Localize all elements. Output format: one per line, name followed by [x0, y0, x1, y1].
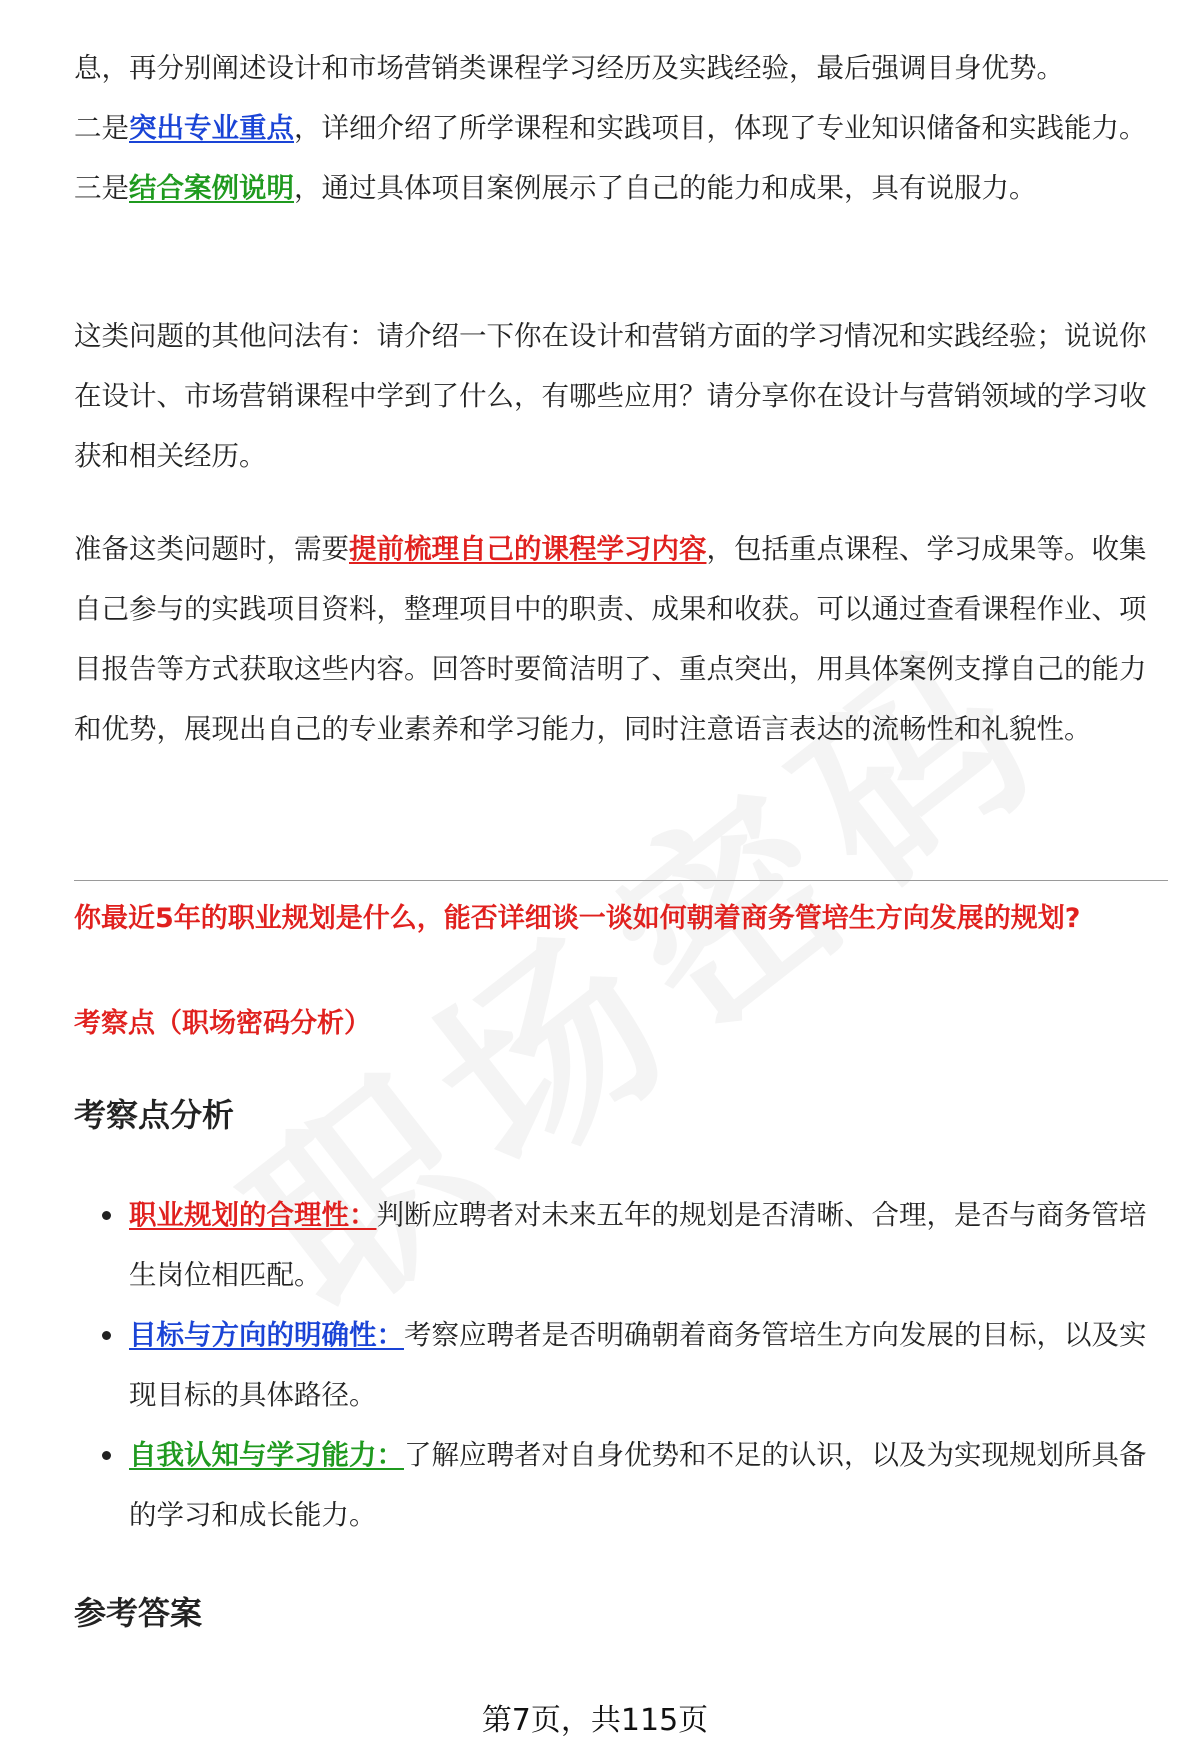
bullet-icon [102, 1451, 111, 1460]
section-title-analysis: 考察点分析 [74, 1096, 235, 1134]
section-title-answer: 参考答案 [74, 1594, 203, 1632]
point-label[interactable]: 自我认知与学习能力： [129, 1439, 404, 1471]
paragraph-text: 二是 [74, 112, 129, 144]
paragraph-text: ，通过具体项目案例展示了自己的能力和成果，具有说服力。 [294, 172, 1037, 204]
analysis-list [74, 1185, 1168, 1545]
point-label[interactable]: 目标与方向的明确性： [129, 1319, 404, 1351]
point-text: 判断应聘者对未来五年的规划是否清晰、合理，是否与商务管培生岗位相匹配。 [129, 1199, 1147, 1291]
paragraph-text: 准备这类问题时，需要 [74, 533, 349, 565]
bullet-icon [102, 1331, 111, 1340]
bullet-icon [102, 1211, 111, 1220]
list-item [74, 1185, 1168, 1305]
subheading: 考察点（职场密码分析） [74, 1008, 371, 1039]
paragraph-text: ，详细介绍了所学课程和实践项目，体现了专业知识储备和实践能力。三是 [74, 112, 1147, 204]
highlight-link[interactable]: 突出专业重点 [129, 112, 294, 144]
point-text: 了解应聘者对自身优势和不足的认识，以及为实现规划所具备的学习和成长能力。 [129, 1439, 1147, 1531]
highlight-link[interactable]: 结合案例说明 [129, 172, 294, 204]
paragraph-text: 息，再分别阐述设计和市场营销类课程学习经历及实践经验，最后强调目身优势。 [74, 52, 1064, 84]
list-item [74, 1305, 1168, 1425]
divider [74, 880, 1168, 881]
question-heading: 你最近5年的职业规划是什么，能否详细谈一谈如何朝着商务管培生方向发展的规划? [74, 903, 1081, 934]
page-footer: 第7页，共115页 [481, 1703, 709, 1738]
point-label[interactable]: 职业规划的合理性： [129, 1199, 377, 1231]
paragraph-preparation [74, 519, 1164, 759]
paragraph-text: ，包括重点课程、学习成果等。收集自己参与的实践项目资料，整理项目中的职责、成果和收获。可以通过查看课程作业、项目报告等方式获取这些内容。回答时要简洁明了、重点突出，用具体案例支撑自己的能力和优势，展现出自己的专业素养和学习能力，同时注意语言表达的流畅性和礼貌性。 [74, 533, 1147, 745]
paragraph-other-questions: 这类问题的其他问法有：请介绍一下你在设计和营销方面的学习情况和实践经验；说说你在设计、市场营销课程中学到了什么，有哪些应用？请分享你在设计与营销领域的学习收获和相关经历。 [74, 320, 1147, 472]
list-item [74, 1425, 1168, 1545]
highlight-link[interactable]: 提前梳理自己的课程学习内容 [349, 533, 707, 565]
paragraph-intro [74, 38, 1164, 218]
point-text: 考察应聘者是否明确朝着商务管培生方向发展的目标，以及实现目标的具体路径。 [129, 1319, 1147, 1411]
